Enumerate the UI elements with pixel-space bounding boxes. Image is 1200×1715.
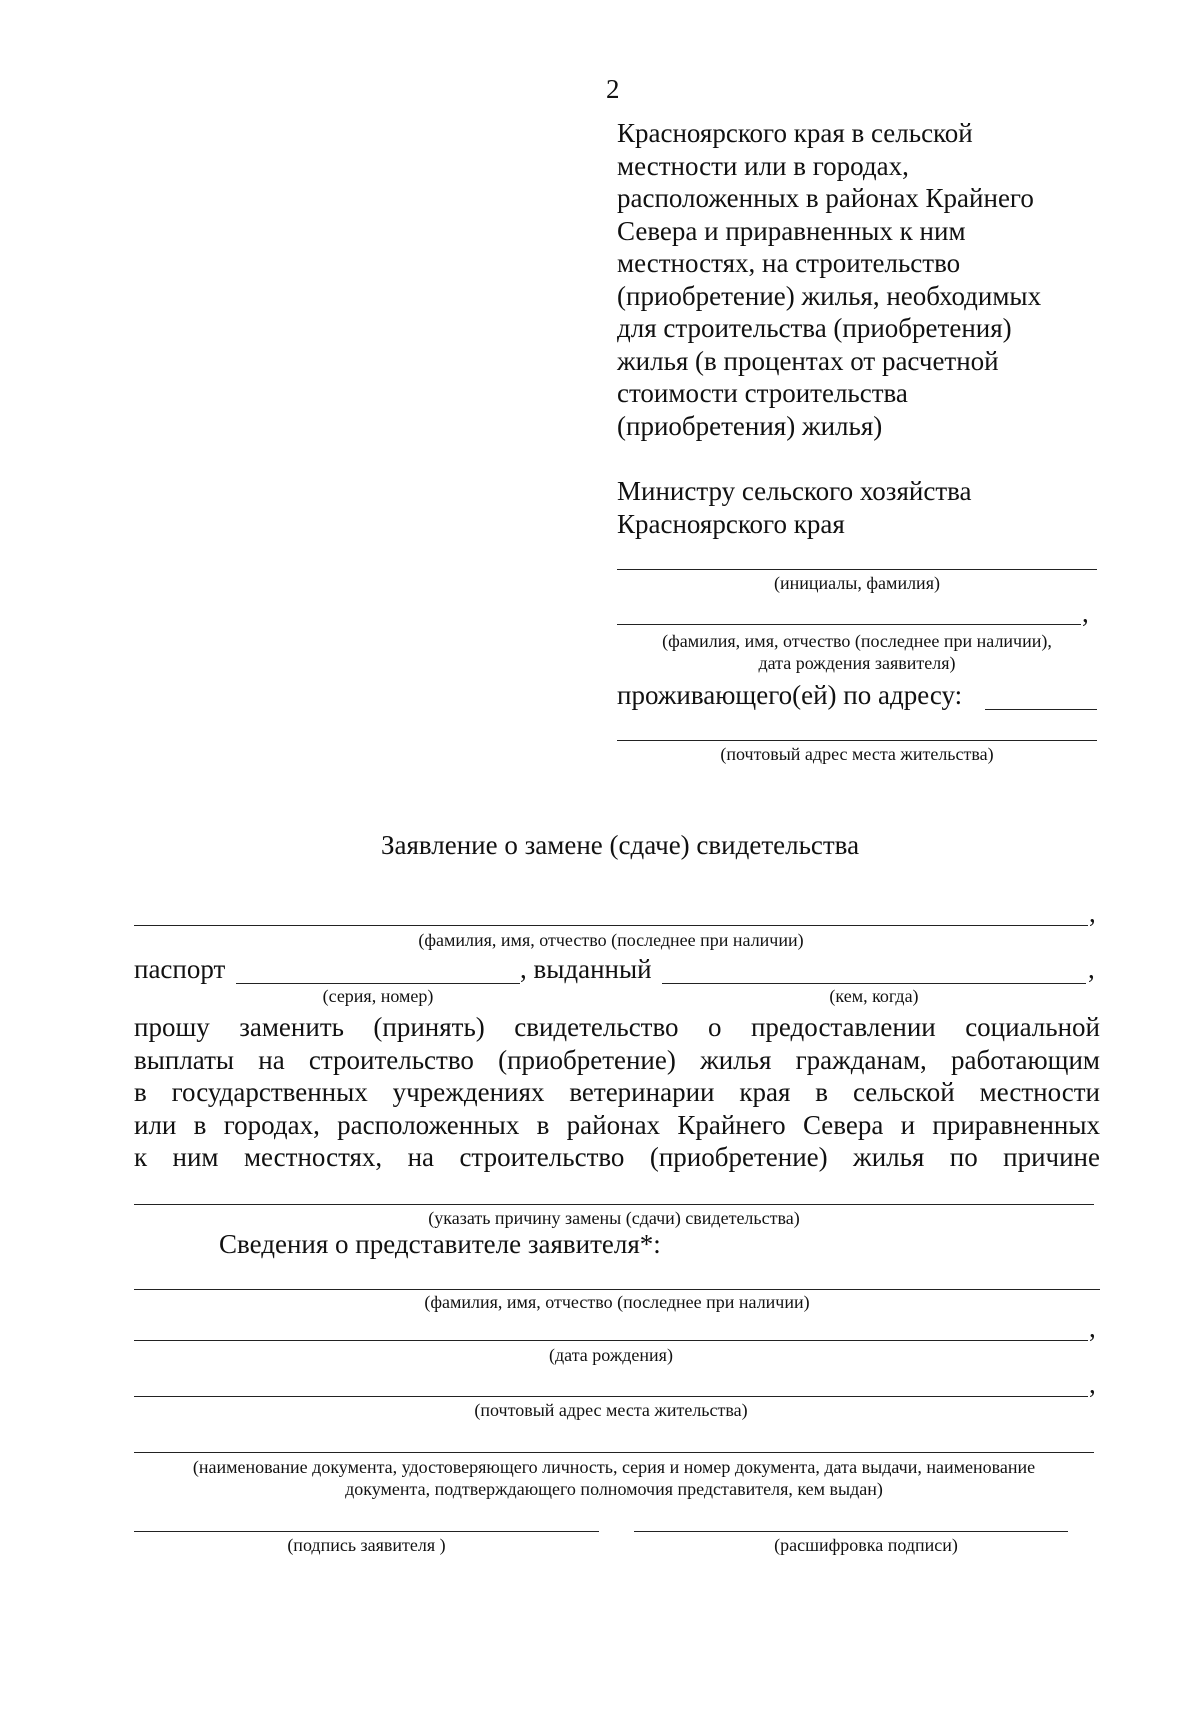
header-line: местностях, на строительство [617, 248, 961, 278]
residing-field-line[interactable] [985, 709, 1097, 710]
header-line: Красноярского края в сельской [617, 118, 973, 148]
header-line: расположенных в районах Крайнего [617, 183, 1034, 213]
caption-applicant-line: дата рождения заявителя) [758, 653, 956, 673]
request-line: прошу заменить (принять) свидетельство о предоставлении социальной [134, 1012, 1100, 1042]
caption-applicant [617, 630, 1097, 674]
signature-field-line[interactable] [134, 1531, 599, 1532]
caption-document-line: документа, подтверждающего полномочия представителя, кем выдан) [345, 1479, 883, 1499]
caption-document [134, 1456, 1094, 1500]
caption-rep-fio: (фамилия, имя, отчество (последнее при наличии) [424, 1292, 810, 1312]
fio-field-line[interactable] [134, 925, 1088, 926]
representative-heading: Сведения о представителе заявителя*: [219, 1229, 661, 1259]
caption-reason: (указать причину замены (сдачи) свидетельства) [428, 1208, 800, 1228]
page-number: 2 [606, 74, 620, 104]
header-line: Севера и приравненных к ним [617, 215, 966, 246]
rep-fio-field-line[interactable] [134, 1289, 1100, 1290]
comma: , [1082, 598, 1089, 628]
header-line: стоимости строительства [617, 378, 908, 408]
addressee-block [617, 475, 972, 540]
caption-issued-by: (кем, когда) [829, 986, 919, 1006]
postal-field-line[interactable] [617, 740, 1097, 741]
caption-fio: (фамилия, имя, отчество (последнее при наличии) [418, 930, 804, 950]
caption-decode: (расшифровка подписи) [774, 1535, 958, 1555]
passport-label: паспорт [134, 954, 226, 984]
caption-postal: (почтовый адрес места жительства) [720, 744, 994, 764]
addressee-line: Министру сельского хозяйства [617, 476, 972, 506]
applicant-field-line[interactable] [617, 624, 1081, 625]
caption-signature: (подпись заявителя ) [287, 1535, 446, 1555]
document-title: Заявление о замене (сдаче) свидетельства [380, 830, 860, 860]
header-line: (приобретение) жилья, необходимых [617, 280, 1042, 311]
caption-initials: (инициалы, фамилия) [774, 573, 940, 593]
header-block [617, 117, 1041, 442]
caption-rep-postal: (почтовый адрес места жительства) [474, 1400, 748, 1420]
signature-decode-line[interactable] [634, 1531, 1068, 1532]
reason-field-line[interactable] [134, 1204, 1094, 1205]
rep-postal-field-line[interactable] [134, 1396, 1088, 1397]
caption-applicant-line: (фамилия, имя, отчество (последнее при наличии), [662, 631, 1052, 651]
header-line: жилья (в процентах от расчетной [617, 345, 999, 376]
comma: , [1089, 898, 1096, 928]
header-line: местности или в городах, [617, 150, 909, 181]
comma: , [1089, 1313, 1096, 1343]
comma: , [1088, 954, 1095, 984]
caption-series: (серия, номер) [322, 986, 434, 1006]
document-field-line[interactable] [134, 1452, 1094, 1453]
residing-label: проживающего(ей) по адресу: [617, 680, 963, 710]
request-paragraph [134, 1011, 1100, 1174]
header-line: для строительства (приобретения) [617, 313, 1012, 343]
request-line: выплаты на строительство (приобретение) жилья гражданам, работающим [134, 1044, 1100, 1075]
issued-label: , выданный [520, 954, 652, 984]
request-line: к ним местностях, на строительство (приобретение) жилья по причине [134, 1142, 1100, 1172]
comma: , [1089, 1369, 1096, 1399]
issued-by-line[interactable] [662, 983, 1086, 984]
request-line: в государственных учреждениях ветеринарии края в сельской местности [134, 1077, 1100, 1107]
addressee-line: Красноярского края [617, 508, 845, 539]
birth-date-field-line[interactable] [134, 1340, 1088, 1341]
request-line: или в городах, расположенных в районах Крайнего Севера и приравненных [134, 1109, 1100, 1140]
caption-birth: (дата рождения) [549, 1345, 673, 1365]
initials-field-line[interactable] [617, 569, 1097, 570]
header-line: (приобретения) жилья) [617, 410, 883, 441]
passport-series-line[interactable] [236, 983, 520, 984]
caption-document-line: (наименование документа, удостоверяющего личность, серия и номер документа, дата выдачи, наименование [192, 1457, 1036, 1477]
